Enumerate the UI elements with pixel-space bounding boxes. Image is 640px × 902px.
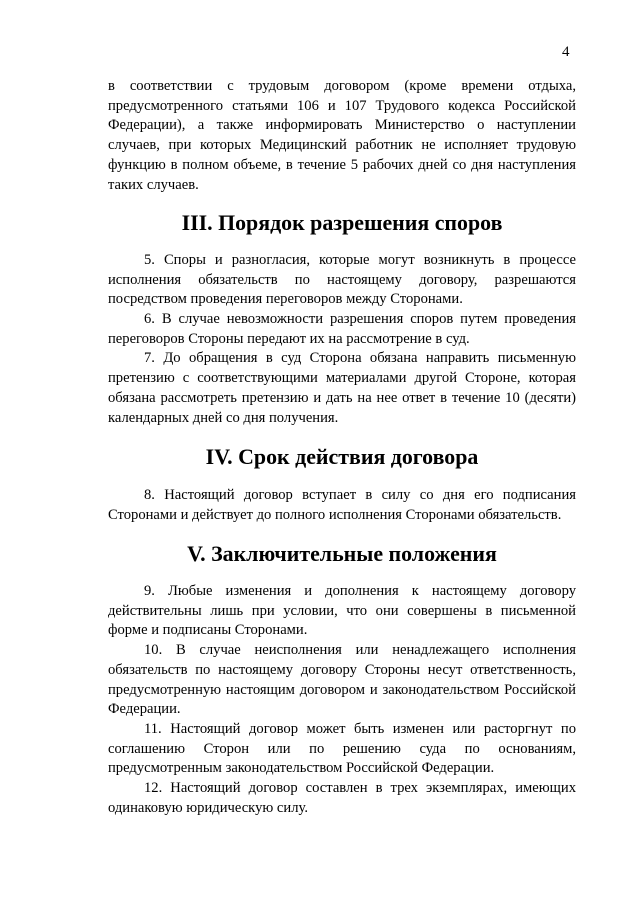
page-number: 4: [562, 44, 570, 60]
clause-12: 12. Настоящий договор составлен в трех экземплярах, имеющих одинаковую юридическую силу.: [108, 780, 576, 816]
clause-6: 6. В случае невозможности разрешения споров путем проведения переговоров Стороны передают их на рассмотрение в суд.: [108, 311, 576, 347]
section-3-heading: III. Порядок разрешения споров: [181, 210, 503, 236]
clause-8: 8. Настоящий договор вступает в силу со дня его подписания Сторонами и действует до полного исполнения Сторонами обязательств.: [108, 486, 576, 523]
clause-9: 9. Любые изменения и дополнения к настоящему договору действительны лишь при условии, что они совершены в письменной форме и подписаны Сторонами.: [108, 583, 576, 639]
section-4-heading: IV. Срок действия договора: [205, 444, 479, 470]
document-body: [108, 77, 576, 819]
section-5-heading: V. Заключительные положения: [187, 541, 497, 567]
intro-paragraph: в соответствии с трудовым договором (кроме времени отдыха, предусмотренного статьями 106 и 107 Трудового кодекса Российской Федерации), а также информировать Министерство о наступлении случаев, при которых Медицинский работник не исполняет трудовую функцию в полном объеме, в течение 5 рабочих дней со дня наступления таких случаев.: [108, 78, 576, 193]
clause-5: 5. Споры и разногласия, которые могут возникнуть в процессе исполнения обязательств по настоящему договору, разрешаются посредством проведения переговоров между Сторонами.: [108, 251, 576, 308]
clause-7: 7. До обращения в суд Сторона обязана направить письменную претензию с соответствующими материалами другой Стороне, которая обязана рассмотреть претензию и дать на нее ответ в течение 10 (десяти) календарных дней со дня получения.: [108, 350, 576, 426]
clause-11: 11. Настоящий договор может быть изменен или расторгнут по соглашению Сторон или по решению суда по основаниям, предусмотренным законодательством Российской Федерации.: [108, 720, 576, 777]
clause-10: 10. В случае неисполнения или ненадлежащего исполнения обязательств по настоящему договору Стороны несут ответственность, предусмотренную настоящим договором и законодательством Российской Федерации.: [108, 642, 576, 718]
